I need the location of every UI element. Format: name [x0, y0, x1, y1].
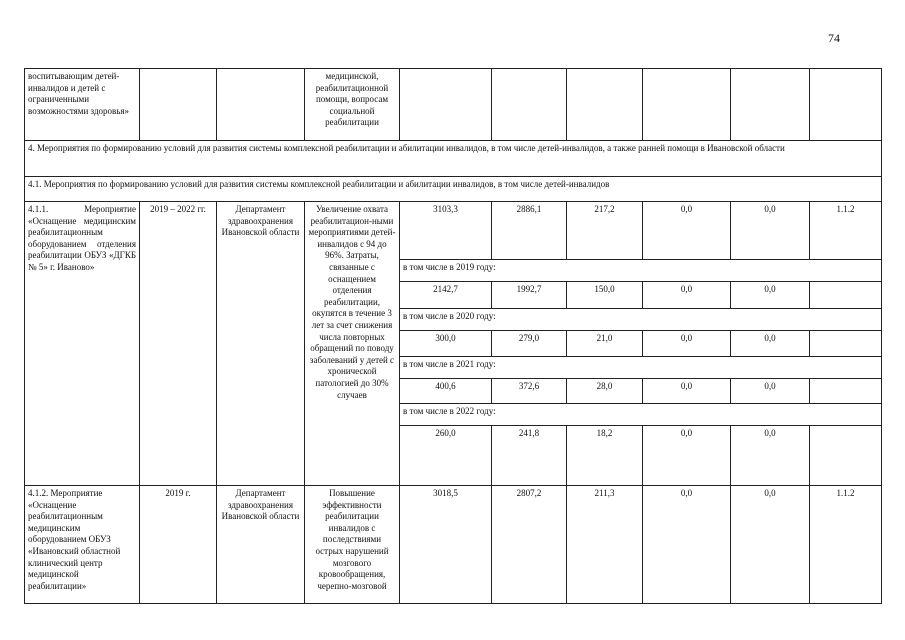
section-4-1-heading: 4.1. Мероприятия по формированию условий для развития системы комплексной реабилитации и абилитации инвалидов, в том числе детей-инвалидов [25, 177, 882, 202]
item-4-1-1-result: Увеличение охвата реабилитацион-ными мероприятиями детей-инвалидов с 94 до 96%. Затраты, связанные с оснащением отделения реабилитации, окупятся в течение 3 лет за счет снижения числа повторных обращений по поводу заболеваний у детей с хронической патологией до 30% случаев [305, 202, 400, 486]
total-value: 3018,5 [400, 486, 492, 604]
year-value: 0,0 [731, 426, 810, 486]
empty-cell [810, 426, 882, 486]
empty-cell [810, 379, 882, 404]
section-4-heading: 4. Мероприятия по формированию условий для развития системы комплексной реабилитации и абилитации инвалидов, в том числе детей-инвалидов, а также ранней помощи в Ивановской области [25, 141, 882, 177]
total-value: 0,0 [731, 486, 810, 604]
item-4-1-2-executor: Департамент здравоохранения Ивановской области [217, 486, 305, 604]
total-value: 3103,3 [400, 202, 492, 260]
total-value: 217,2 [567, 202, 643, 260]
item-4-1-1-executor: Департамент здравоохранения Ивановской области [217, 202, 305, 486]
year-value: 241,8 [492, 426, 567, 486]
year-value: 0,0 [731, 331, 810, 357]
empty-cell [810, 282, 882, 309]
carry-over-empty-cell [810, 69, 882, 141]
year-value: 0,0 [643, 282, 731, 309]
carry-over-empty-cell [217, 69, 305, 141]
item-4-1-2-period: 2019 г. [140, 486, 217, 604]
indicator-ref: 1.1.2 [810, 486, 882, 604]
item-4-1-2-result: Повышение эффективности реабилитации инвалидов с последствиями острых нарушений мозгового кровообращения, черепно-мозговой [305, 486, 400, 604]
year-value: 400,6 [400, 379, 492, 404]
total-value: 0,0 [731, 202, 810, 260]
year-label: в том числе в 2022 году: [400, 404, 882, 426]
total-value: 211,3 [567, 486, 643, 604]
year-label: в том числе в 2021 году: [400, 357, 882, 379]
year-value: 0,0 [643, 379, 731, 404]
year-value: 150,0 [567, 282, 643, 309]
year-value: 21,0 [567, 331, 643, 357]
item-4-1-1-name: 4.1.1. Мероприятие «Оснащение медицинским реабилитационным оборудованием отделения реабилитации ОБУЗ «ДГКБ № 5» г. Иваново» [25, 202, 140, 486]
total-value: 2886,1 [492, 202, 567, 260]
year-value: 0,0 [731, 282, 810, 309]
year-value: 0,0 [643, 331, 731, 357]
item-4-1-1-period: 2019 – 2022 гг. [140, 202, 217, 486]
carry-over-empty-cell [492, 69, 567, 141]
total-value: 0,0 [643, 202, 731, 260]
section-4-1-row [25, 177, 882, 202]
carry-over-empty-cell [567, 69, 643, 141]
carry-over-empty-cell [643, 69, 731, 141]
year-value: 18,2 [567, 426, 643, 486]
carry-over-empty-cell [400, 69, 492, 141]
total-value: 2807,2 [492, 486, 567, 604]
carry-over-empty-cell [140, 69, 217, 141]
year-value: 372,6 [492, 379, 567, 404]
carry-over-row [25, 69, 882, 141]
carry-over-empty-cell [731, 69, 810, 141]
page-number: 74 [828, 31, 840, 45]
carry-over-result-cell: медицинской, реабилитационной помощи, вопросам социальной реабилитации [305, 69, 400, 141]
empty-cell [810, 331, 882, 357]
year-value: 260,0 [400, 426, 492, 486]
year-value: 300,0 [400, 331, 492, 357]
total-value: 0,0 [643, 486, 731, 604]
section-4-row [25, 141, 882, 177]
year-value: 279,0 [492, 331, 567, 357]
year-value: 0,0 [731, 379, 810, 404]
item-4-1-1-total-row [25, 202, 882, 260]
item-4-1-2-row [25, 486, 882, 604]
year-value: 2142,7 [400, 282, 492, 309]
year-value: 28,0 [567, 379, 643, 404]
carry-over-name-cell: воспитывающим детей-инвалидов и детей с ограниченными возможностями здоровья» [25, 69, 140, 141]
year-label: в том числе в 2020 году: [400, 309, 882, 331]
year-value: 1992,7 [492, 282, 567, 309]
item-4-1-2-name: 4.1.2. Мероприятие «Оснащение реабилитационным медицинским оборудованием ОБУЗ «Ивановский областной клинический центр медицинской реабилитации» [25, 486, 140, 604]
program-activities-table [24, 68, 882, 604]
year-value: 0,0 [643, 426, 731, 486]
indicator-ref: 1.1.2 [810, 202, 882, 260]
year-label: в том числе в 2019 году: [400, 260, 882, 282]
